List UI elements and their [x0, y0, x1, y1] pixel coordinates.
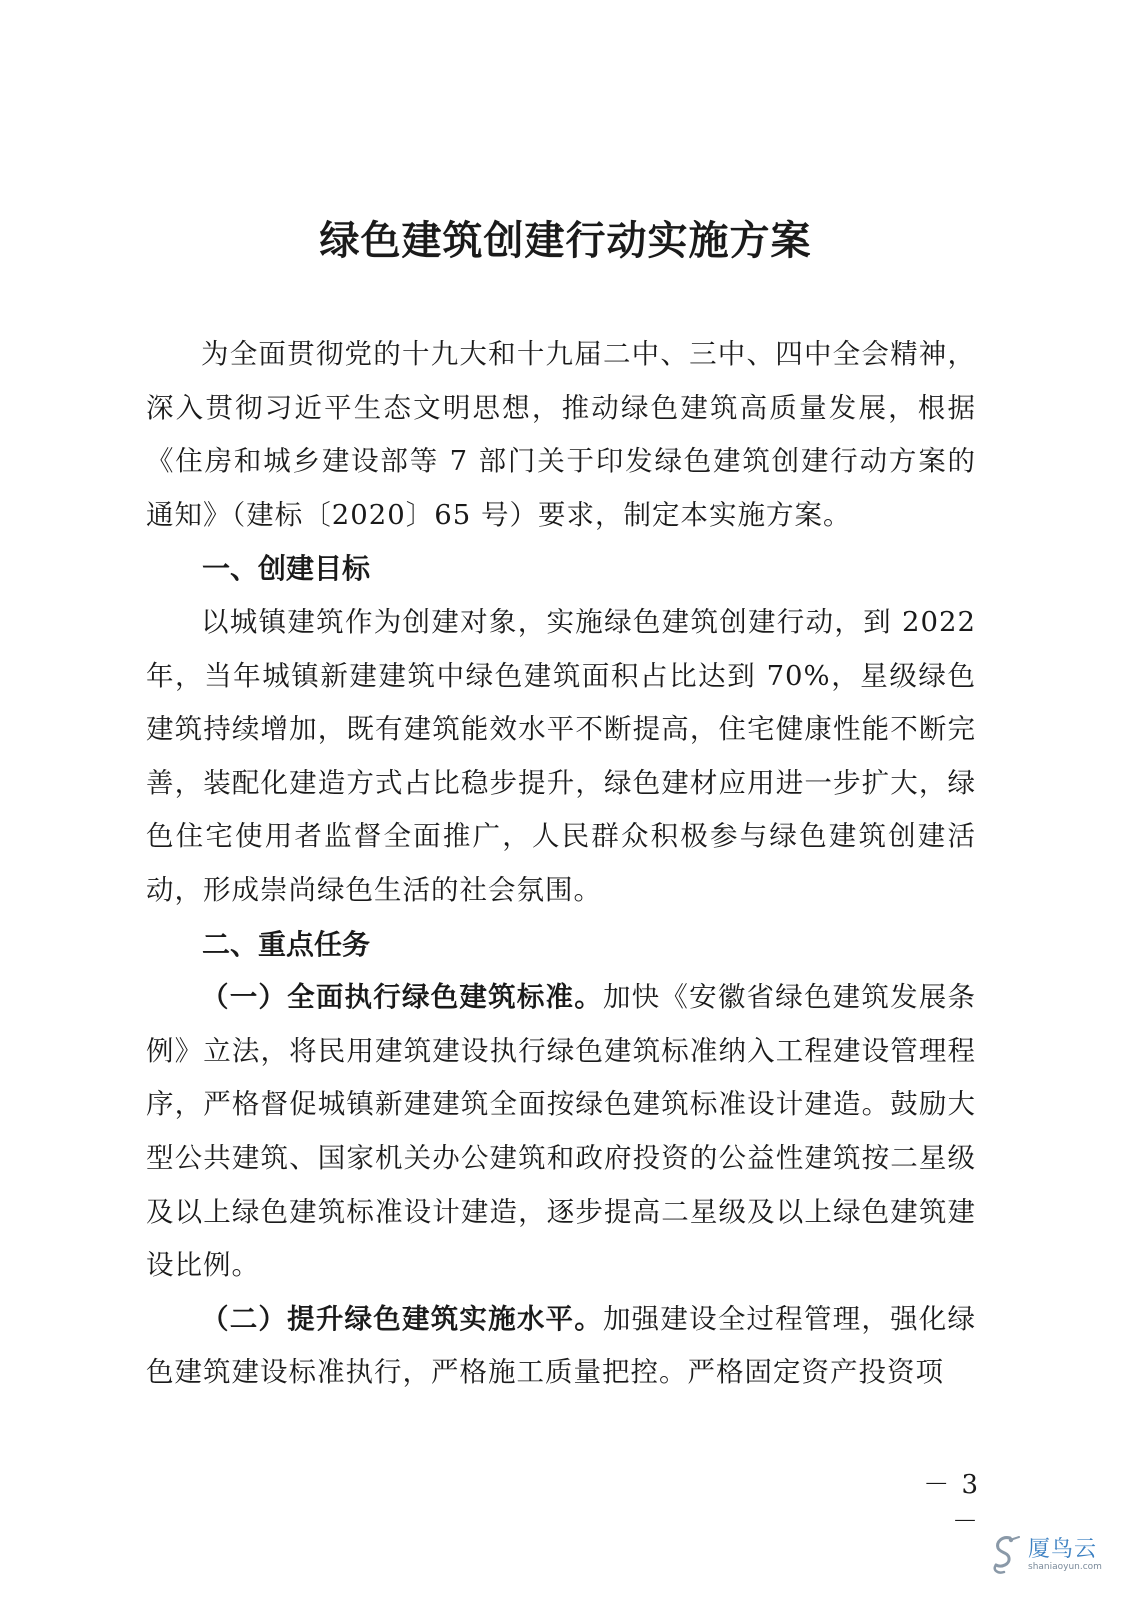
goals-paragraph: 以城镇建筑作为创建对象，实施绿色建筑创建行动，到 2022 年，当年城镇新建建筑中绿色建筑面积占比达到 70%，星级绿色建筑持续增加，既有建筑能效水平不断提高，住宅健康性能不断完善，装配化建造方式占比稳步提升，绿色建材应用进一步扩大，绿色住宅使用者监督全面推广，人民群众积极参与绿色建筑创建活动，形成崇尚绿色生活的社会氛围。	[146, 605, 976, 906]
bird-logo-icon	[988, 1532, 1024, 1576]
task-item-2-lead: （二）提升绿色建筑实施水平。	[201, 1302, 603, 1335]
intro-paragraph: 为全面贯彻党的十九大和十九届二中、三中、四中全会精神，深入贯彻习近平生态文明思想，推动绿色建筑高质量发展，根据《住房和城乡建设部等 7 部门关于印发绿色建筑创建行动方案的通知》（建标〔2020〕65 号）要求，制定本实施方案。	[146, 338, 976, 531]
watermark-domain: shaniaoyun.com	[1028, 1562, 1102, 1572]
watermark	[988, 1528, 1118, 1588]
watermark-name: 厦鸟云	[1028, 1537, 1098, 1562]
task-item-1	[146, 971, 976, 1293]
page-number: － 3 －	[923, 1470, 980, 1537]
document-body	[146, 328, 976, 1400]
section-heading-tasks: 二、重点任务	[202, 927, 371, 961]
document-title: 绿色建筑创建行动实施方案	[319, 218, 812, 264]
task-item-1-lead: （一）全面执行绿色建筑标准。	[201, 981, 603, 1014]
task-item-2-text: 加强建设全过程管理，强化绿色建筑建设标准执行，严格施工质量把控。严格固定资产投资项	[146, 1302, 977, 1389]
task-item-2	[146, 1293, 976, 1400]
section-heading-goals: 一、创建目标	[202, 552, 371, 586]
task-item-1-text: 加快《安徽省绿色建筑发展条例》立法，将民用建筑建设执行绿色建筑标准纳入工程建设管理程序，严格督促城镇新建建筑全面按绿色建筑标准设计建造。鼓励大型公共建筑、国家机关办公建筑和政府投资的公益性建筑按二星级及以上绿色建筑标准设计建造，逐步提高二星级及以上绿色建筑建设比例。	[146, 981, 977, 1282]
